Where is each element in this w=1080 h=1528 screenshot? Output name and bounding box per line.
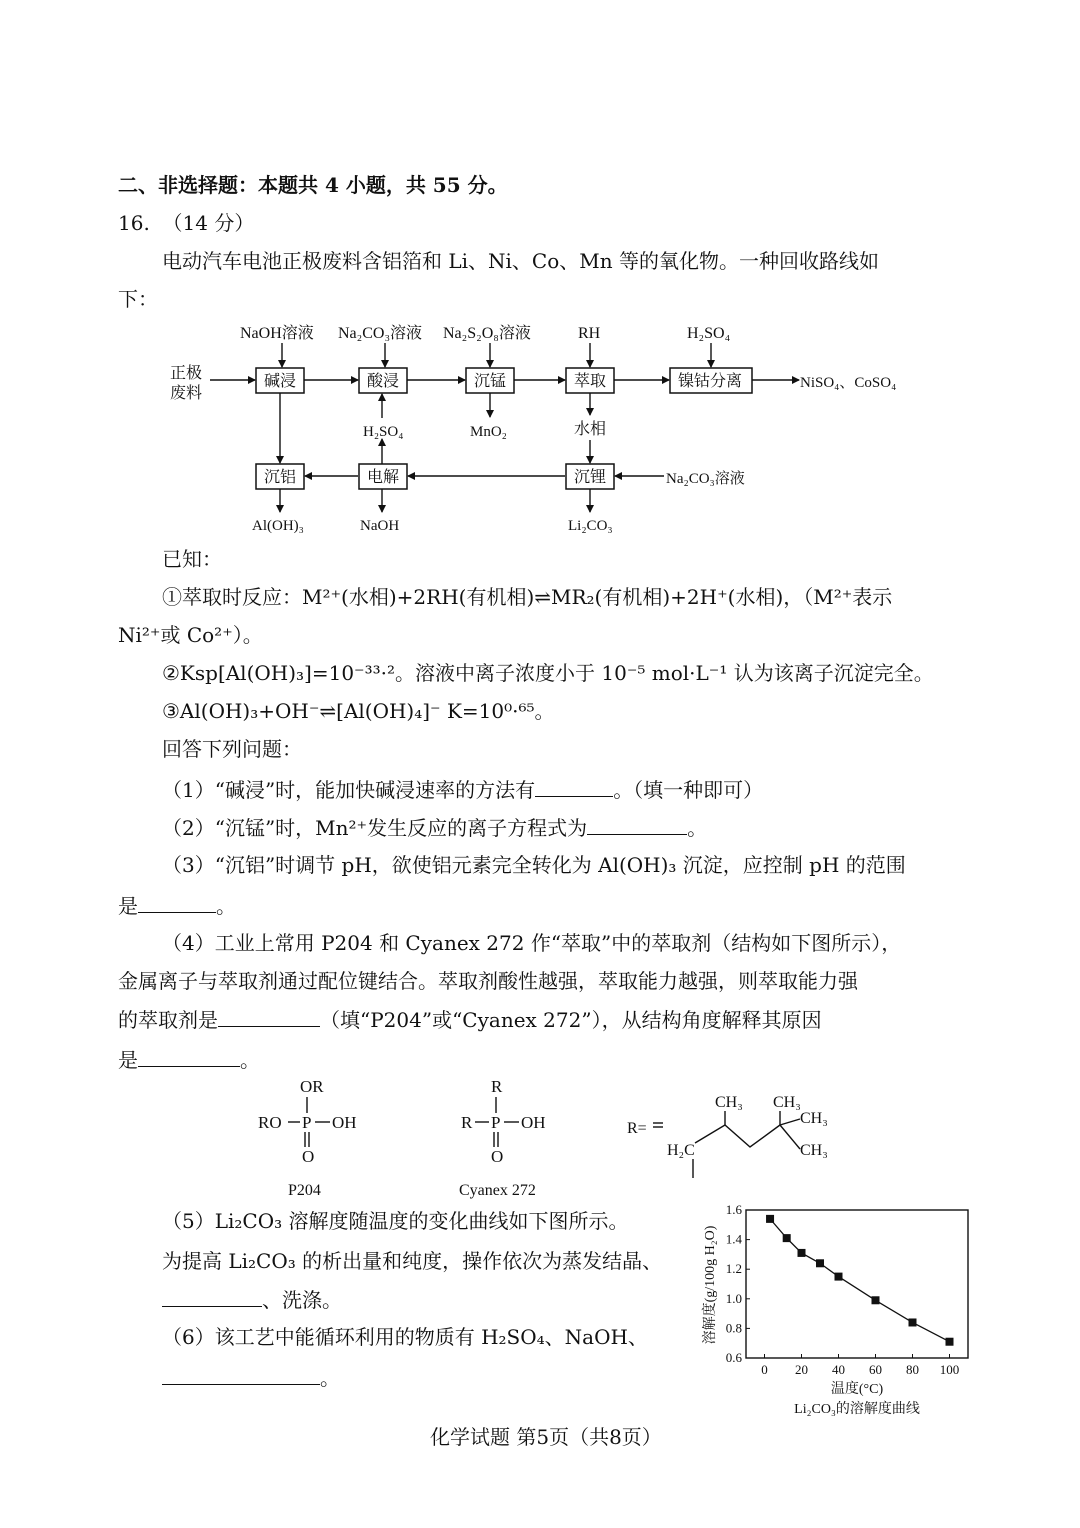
structure-p204 <box>250 1075 380 1205</box>
chart-point <box>835 1273 843 1281</box>
question-1 <box>162 776 763 803</box>
question-4b: 金属离子与萃取剂通过配位键结合。萃取剂酸性越强，萃取能力越强，则萃取能力强 <box>118 969 858 993</box>
q1-text-end: 。（填一种即可） <box>613 778 764 802</box>
chart-ytick-label: 0.8 <box>725 1320 742 1336</box>
questions-lead: 回答下列问题： <box>162 737 302 761</box>
q1-text: （1）“碱浸”时，能加快碱浸速率的方法有 <box>162 778 536 802</box>
r-ch3-3: CH₃ <box>800 1110 828 1127</box>
question-5b: 为提高 Li₂CO₃ 的析出量和纯度，操作依次为蒸发结晶、 <box>162 1249 663 1273</box>
process-flow-diagram <box>160 318 940 540</box>
step-niegu: 镍钴分离 <box>678 373 743 390</box>
q5-text-end: 、洗涤。 <box>262 1288 342 1312</box>
chart-xtick-label: 20 <box>795 1362 808 1377</box>
reagent-naoh: NaOH溶液 <box>240 325 314 342</box>
label-mno2: MnO₂ <box>470 424 507 440</box>
p204-top: OR <box>300 1077 324 1096</box>
product-naoh: NaOH <box>360 518 400 534</box>
question-3a: （3）“沉铝”时调节 pH，欲使铝元素完全转化为 Al(OH)₃ 沉淀，应控制 pH 的范围 <box>162 853 906 877</box>
p204-right: OH <box>332 1113 357 1132</box>
q3-text-end: 。 <box>216 894 236 918</box>
known-item-2: ②Ksp[Al(OH)₃]=10⁻³³·²。溶液中离子浓度小于 10⁻⁵ mol·L⁻¹ 认为该离子沉淀完全。 <box>162 661 934 685</box>
product-li2co3: Li₂CO₃ <box>568 518 613 534</box>
reagent-na2co3-bottom: Na₂CO₃溶液 <box>666 471 745 487</box>
chart-series-line <box>770 1219 949 1342</box>
question-number <box>118 210 254 236</box>
question-5c <box>162 1286 342 1313</box>
structure-cyanex272 <box>455 1075 575 1205</box>
chart-point <box>872 1296 880 1304</box>
reagent-na2co3: Na₂CO₃溶液 <box>338 325 423 342</box>
question-4a: （4）工业上常用 P204 和 Cyanex 272 作“萃取”中的萃取剂（结构如下图所示）， <box>162 931 902 955</box>
q6-text-end: 。 <box>320 1366 340 1390</box>
intro-line-2: 下： <box>118 287 158 311</box>
step-cuiqu: 萃取 <box>574 373 607 390</box>
chart-xtick-label: 40 <box>832 1362 845 1377</box>
p204-bottom: O <box>302 1147 315 1166</box>
q3-text: 是 <box>118 894 138 918</box>
r-ch3-2: CH₃ <box>773 1094 801 1111</box>
section-heading: 二、非选择题：本题共 4 小题，共 55 分。 <box>118 173 508 197</box>
question-number-label: 16. <box>118 211 150 235</box>
chart-ytick-label: 1.4 <box>725 1231 742 1247</box>
cyanex-caption: Cyanex 272 <box>459 1182 536 1199</box>
reagent-h2so4-top: H₂SO₄ <box>687 325 731 342</box>
cyanex-p: P <box>491 1113 501 1132</box>
chart-ylabel: 溶解度(g/100g H₂O) <box>703 1225 718 1345</box>
q5-answer-blank[interactable] <box>162 1286 262 1307</box>
chart-xtick-label: 60 <box>869 1362 882 1377</box>
product-niso4-coso4: NiSO₄、CoSO₄ <box>800 375 897 391</box>
cyanex-bottom: O <box>491 1147 504 1166</box>
question-5a: （5）Li₂CO₃ 溶解度随温度的变化曲线如下图所示。 <box>162 1209 629 1233</box>
chart-point <box>946 1338 954 1346</box>
intro-line-1: 电动汽车电池正极废料含铝箔和 Li、Ni、Co、Mn 等的氧化物。一种回收路线如 <box>162 249 879 273</box>
p204-caption: P204 <box>288 1182 321 1199</box>
question-4d <box>118 1046 260 1073</box>
chart-ytick-label: 1.6 <box>725 1205 742 1217</box>
step-chenmeng: 沉锰 <box>474 373 507 390</box>
step-dianjie: 电解 <box>367 469 400 486</box>
label-h2so4-mid: H₂SO₄ <box>363 424 404 440</box>
q3-answer-blank[interactable] <box>138 892 216 913</box>
solubility-chart <box>700 1205 975 1420</box>
reagent-na2s2o8: Na₂S₂O₈溶液 <box>443 325 531 342</box>
chart-point <box>766 1215 774 1223</box>
question-score: （14 分） <box>162 211 255 235</box>
chart-plot-frame <box>746 1210 968 1358</box>
chart-point <box>816 1259 824 1267</box>
p204-p: P <box>302 1113 312 1132</box>
q4-text-c2: （填“P204”或“Cyanex 272”），从结构角度解释其原因 <box>320 1008 822 1032</box>
chart-ytick-label: 1.2 <box>725 1261 742 1277</box>
input-label-2: 废料 <box>170 385 203 402</box>
r-ch3-1: CH₃ <box>715 1094 743 1111</box>
chart-point <box>783 1234 791 1242</box>
step-chenli: 沉锂 <box>574 469 607 486</box>
input-label-1: 正极 <box>170 365 203 382</box>
chart-point <box>798 1249 806 1257</box>
q2-text: （2）“沉锰”时，Mn²⁺发生反应的离子方程式为 <box>162 816 588 840</box>
chart-point <box>909 1318 917 1326</box>
known-title: 已知： <box>162 547 222 571</box>
r-h2c: H₂C <box>667 1142 695 1159</box>
cyanex-right: OH <box>521 1113 546 1132</box>
question-6a: （6）该工艺中能循环利用的物质有 H₂SO₄、NaOH、 <box>162 1325 648 1349</box>
r-group-label: R= <box>627 1120 647 1137</box>
page-footer: 化学试题 第5页（共8页） <box>430 1425 662 1449</box>
q4-text-d2: 。 <box>240 1048 260 1072</box>
step-jianjin: 碱浸 <box>264 373 297 390</box>
question-6b <box>162 1364 340 1391</box>
q1-answer-blank[interactable] <box>535 776 613 797</box>
q4-answer-blank-1[interactable] <box>218 1006 320 1027</box>
cyanex-top: R <box>491 1077 503 1096</box>
q4-answer-blank-2[interactable] <box>138 1046 240 1067</box>
q4-text-c1: 的萃取剂是 <box>118 1008 218 1032</box>
q6-answer-blank[interactable] <box>162 1364 320 1385</box>
chart-xlabel: 温度(°C) <box>830 1382 884 1397</box>
chart-xtick-label: 80 <box>906 1362 919 1377</box>
chart-title: Li₂CO₃的溶解度曲线 <box>794 1402 920 1417</box>
step-suanjin: 酸浸 <box>367 373 400 390</box>
reagent-rh: RH <box>578 325 601 342</box>
structure-r-group <box>625 1075 850 1185</box>
question-2 <box>162 814 707 841</box>
label-water-phase: 水相 <box>574 421 607 438</box>
chart-ytick-label: 1.0 <box>725 1290 742 1306</box>
known-item-3: ③Al(OH)₃+OH⁻⇌[Al(OH)₄]⁻ K=10⁰·⁶⁵。 <box>162 699 555 723</box>
chart-xtick-label: 100 <box>939 1362 960 1377</box>
question-4c <box>118 1006 822 1033</box>
known-item-1b: Ni²⁺或 Co²⁺）。 <box>118 623 263 647</box>
q2-text-end: 。 <box>687 816 708 840</box>
product-aloh3: Al(OH)₃ <box>252 518 304 534</box>
q2-answer-blank[interactable] <box>587 814 687 835</box>
cyanex-left: R <box>461 1113 473 1132</box>
r-ch3-4: CH₃ <box>800 1142 828 1159</box>
chart-ytick-label: 0.6 <box>725 1350 742 1365</box>
p204-left: RO <box>258 1113 282 1132</box>
step-chenlv: 沉铝 <box>264 469 297 486</box>
known-item-1a: ①萃取时反应：M²⁺(水相)+2RH(有机相)⇌MR₂(有机相)+2H⁺(水相)，（M²⁺表示 <box>162 585 893 609</box>
question-3b <box>118 892 236 919</box>
chart-xtick-label: 0 <box>761 1362 768 1377</box>
q4-text-d1: 是 <box>118 1048 138 1072</box>
